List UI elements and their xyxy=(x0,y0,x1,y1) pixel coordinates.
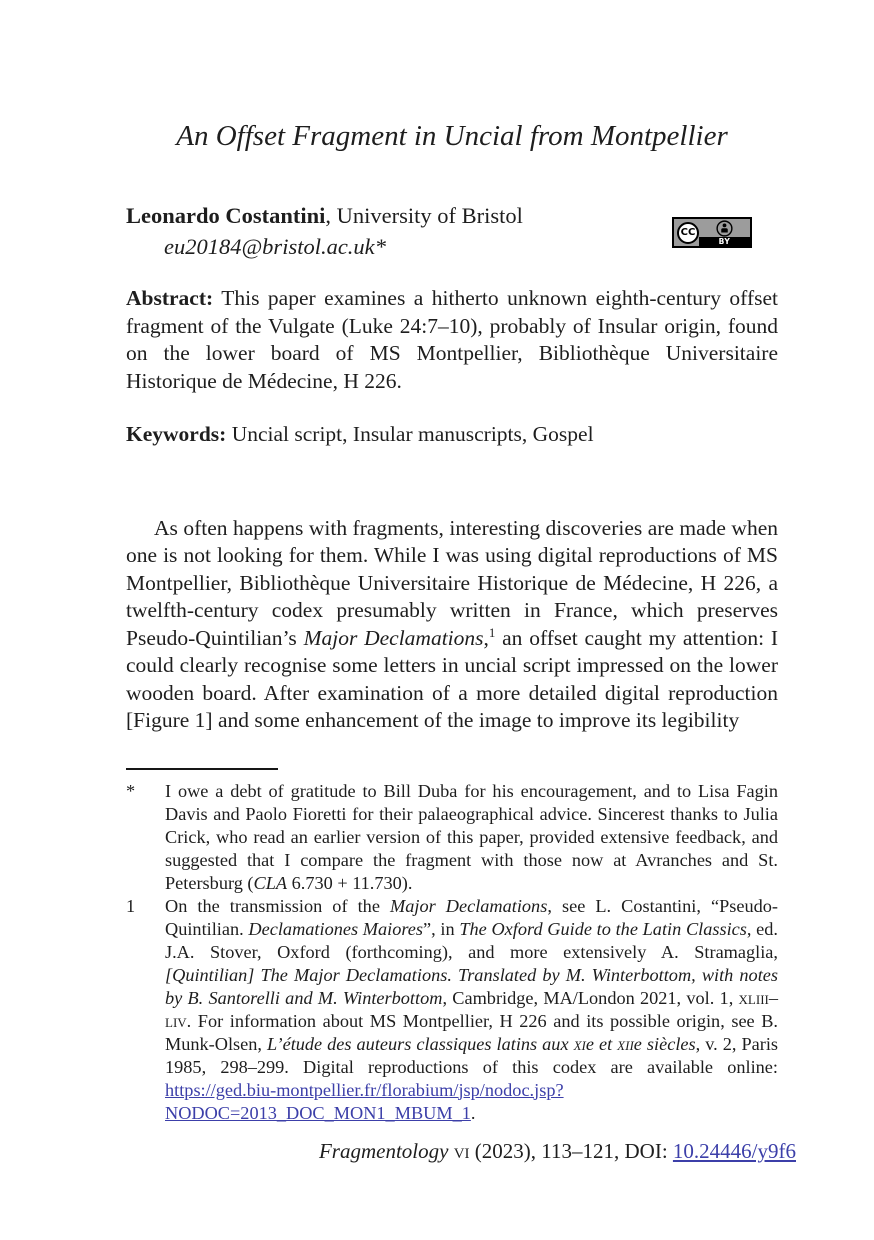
abstract-label: Abstract: xyxy=(126,286,214,310)
text-segment: vi xyxy=(448,1138,470,1163)
text-segment: On the transmission of the xyxy=(165,895,390,916)
by-label: BY xyxy=(699,237,750,246)
body-paragraph xyxy=(126,515,778,735)
hyperlink[interactable]: https://ged.biu-montpellier.fr/florabium/jsp/nodoc.jsp?NODOC=2013_DOC_MON1_MBUM_1 xyxy=(165,1079,564,1123)
keywords xyxy=(126,421,778,449)
email-line xyxy=(126,231,523,262)
footnote-text xyxy=(165,780,778,895)
attribution-person-icon xyxy=(716,220,733,237)
author-block xyxy=(126,200,523,262)
text-segment: , v. 2, Paris 1985, 298–299. Digital reproductions of this codex are available online: xyxy=(165,1033,779,1077)
text-segment: L’étude des auteurs classiques latins aux xyxy=(267,1033,574,1054)
footnote-text xyxy=(165,895,778,1125)
keywords-text: Uncial script, Insular manuscripts, Gospel xyxy=(231,422,594,446)
text-segment: (2023), 113–121, DOI: xyxy=(469,1138,673,1163)
footnote-1 xyxy=(126,895,778,1125)
cc-by-license-badge xyxy=(672,217,752,248)
text-segment: , Cambridge, MA/London 2021, vol. 1, xyxy=(442,987,739,1008)
author-email: eu20184@bristol.ac.uk xyxy=(164,234,375,259)
abstract xyxy=(126,285,778,395)
text-segment: 1 xyxy=(488,625,496,640)
footnote-separator xyxy=(126,768,278,770)
text-segment: e siècles xyxy=(633,1033,696,1054)
footnote-marker: 1 xyxy=(126,895,136,916)
cc-by-attribution xyxy=(699,219,750,246)
text-segment: Major Declamations xyxy=(303,625,484,650)
text-segment: Major Declamations xyxy=(390,895,548,916)
footnotes-section xyxy=(126,780,778,1125)
email-footnote-marker: * xyxy=(374,234,386,259)
text-segment: Declamationes Maiores xyxy=(248,918,424,939)
author-line xyxy=(126,200,523,231)
text-segment: xii xyxy=(617,1033,634,1054)
text-segment: , xyxy=(483,625,489,650)
keywords-label: Keywords: xyxy=(126,422,227,446)
text-segment: e et xyxy=(585,1033,618,1054)
author-affiliation: , University of Bristol xyxy=(325,203,523,228)
text-segment: , see L. Costantini, “Pseudo-Quintilian. xyxy=(165,895,778,939)
author-name: Leonardo Costantini xyxy=(126,203,326,228)
text-segment: xi xyxy=(573,1033,586,1054)
abstract-text: This paper examines a hitherto unknown eighth-century offset fragment of the Vulgate (Luke 24:7–10), probably of Insular origin, found on the lower board of MS Montpellier, Bibliothèque Universitaire Historique de Médecine, H 226. xyxy=(126,286,778,393)
journal-footer xyxy=(126,1138,796,1164)
text-segment: , ed. J.A. Stover, Oxford (forthcoming), and more extensively A. Stramaglia, xyxy=(165,918,779,962)
text-segment: As often happens with fragments, interesting discoveries are made when one is not looking for them. While I was using digital reproductions of MS Montpellier, Bibliothèque Universitaire Historique de Médecine, H 226, a twelfth-century codex presumably written in France, which preserves Pseudo-Quintilian’s xyxy=(126,515,778,650)
footnote-star xyxy=(126,780,778,895)
text-segment: I owe a debt of gratitude to Bill Duba for his encouragement, and to Lisa Fagin Davis and Paolo Fioretti for their palaeographical advice. Sincerest thanks to Julia Crick, who read an earlier version of this paper, provided extensive feedback, and suggested that I compare the fragment with those now at Avranches and St. Petersburg ( xyxy=(165,780,778,893)
author-row xyxy=(126,200,778,262)
text-segment: [Quintilian] The Major Declamations. Translated by M. Winterbottom, with notes by B. Santorelli and M. Winterbottom xyxy=(165,964,778,1008)
text-segment: ”, in xyxy=(423,918,460,939)
article-title: An Offset Fragment in Uncial from Montpellier xyxy=(176,120,728,152)
footnote-marker: * xyxy=(126,780,136,801)
text-segment: CLA xyxy=(253,872,288,893)
text-segment: an offset caught my attention: I could clearly recognise some letters in uncial script impressed on the lower wooden board. After examination of a more detailed digital reproduction [Figure 1] and some enhancement of the image to improve its legibility xyxy=(126,625,778,732)
text-segment: The Oxford Guide to the Latin Classics xyxy=(459,918,747,939)
text-segment: . For information about MS Montpellier, H 226 and its possible origin, see B. Munk-Olsen, xyxy=(165,1010,778,1054)
cc-icon: CC xyxy=(677,222,699,244)
text-segment: 6.730 + 11.730). xyxy=(287,872,413,893)
text-segment: xliii–liv xyxy=(165,987,778,1031)
text-segment: Fragmentology xyxy=(318,1138,449,1163)
text-segment: . xyxy=(470,1102,476,1123)
hyperlink[interactable]: 10.24446/y9f6 xyxy=(672,1138,796,1163)
